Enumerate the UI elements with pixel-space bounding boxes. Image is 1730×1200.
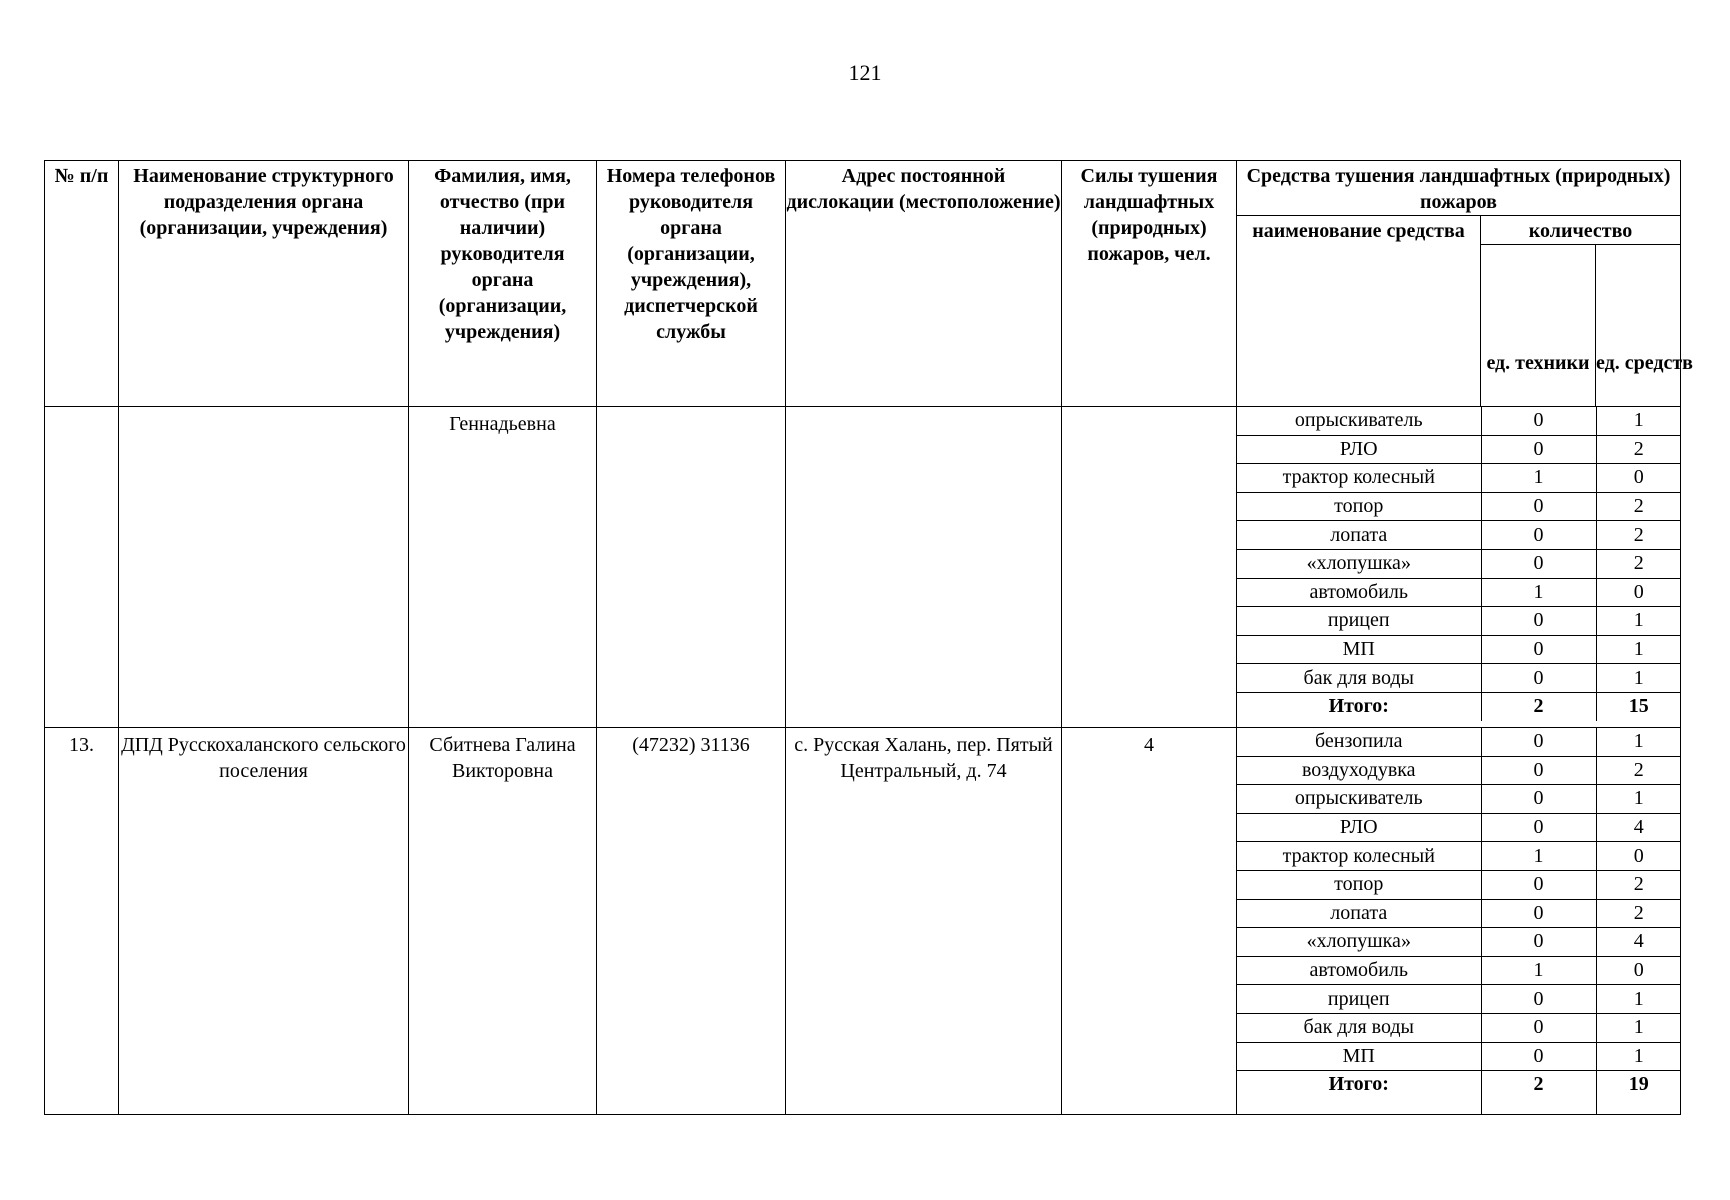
equipment-cell: [1237, 728, 1681, 1115]
equipment-list: [1237, 407, 1681, 721]
equipment-name: МП: [1237, 635, 1481, 664]
equipment-means: 2: [1596, 521, 1681, 550]
equipment-row: [1237, 521, 1681, 550]
equipment-tech: 0: [1481, 928, 1596, 957]
equipment-name: бензопила: [1237, 728, 1481, 756]
equipment-means: 2: [1596, 899, 1681, 928]
equipment-means: 1: [1596, 1013, 1681, 1042]
equipment-tech: 0: [1481, 870, 1596, 899]
row-address: [786, 407, 1062, 728]
row-num: [45, 407, 119, 728]
equipment-row: [1237, 985, 1681, 1014]
equipment-tech: 0: [1481, 635, 1596, 664]
equipment-means: 1: [1596, 664, 1681, 693]
equipment-name: лопата: [1237, 521, 1481, 550]
equipment-means: 4: [1596, 928, 1681, 957]
equipment-tech: 1: [1481, 956, 1596, 985]
equipment-tech: 0: [1481, 728, 1596, 756]
header-means-name: наименование средства: [1237, 216, 1481, 407]
total-tech: 2: [1481, 1071, 1596, 1099]
equipment-means: 1: [1596, 728, 1681, 756]
equipment-row: [1237, 928, 1681, 957]
equipment-name: МП: [1237, 1042, 1481, 1071]
row-forces: [1062, 407, 1237, 728]
equipment-row: [1237, 492, 1681, 521]
equipment-tech: 0: [1481, 1013, 1596, 1042]
equipment-name: опрыскиватель: [1237, 407, 1481, 435]
header-address: Адрес постоянной дислокации (местоположение): [786, 161, 1062, 407]
row-phone: [597, 407, 786, 728]
equipment-tech: 0: [1481, 521, 1596, 550]
equipment-tech: 1: [1481, 842, 1596, 871]
equipment-name: бак для воды: [1237, 664, 1481, 693]
equipment-name: топор: [1237, 870, 1481, 899]
row-phone: (47232) 31136: [597, 728, 786, 1115]
equipment-row: [1237, 956, 1681, 985]
row-num: 13.: [45, 728, 119, 1115]
equipment-tech: 0: [1481, 492, 1596, 521]
equipment-means: 0: [1596, 464, 1681, 493]
total-label: Итого:: [1237, 1071, 1481, 1099]
equipment-means: 0: [1596, 956, 1681, 985]
equipment-name: «хлопушка»: [1237, 928, 1481, 957]
equipment-filler: [1237, 1099, 1681, 1114]
equipment-tech: 0: [1481, 664, 1596, 693]
equipment-row: [1237, 578, 1681, 607]
page-number: 121: [848, 60, 882, 85]
equipment-name: лопата: [1237, 899, 1481, 928]
row-unit: [119, 407, 409, 728]
equipment-tech: 1: [1481, 464, 1596, 493]
equipment-row: [1237, 728, 1681, 756]
equipment-means: 0: [1596, 578, 1681, 607]
equipment-name: трактор колесный: [1237, 842, 1481, 871]
equipment-row: [1237, 464, 1681, 493]
equipment-row: [1237, 549, 1681, 578]
total-row: [1237, 1071, 1681, 1099]
equipment-name: РЛО: [1237, 435, 1481, 464]
equipment-means: 1: [1596, 635, 1681, 664]
equipment-tech: 0: [1481, 785, 1596, 814]
equipment-tech: 0: [1481, 407, 1596, 435]
equipment-row: [1237, 435, 1681, 464]
total-label: Итого:: [1237, 692, 1481, 720]
equipment-row: [1237, 899, 1681, 928]
equipment-means: 1: [1596, 407, 1681, 435]
equipment-tech: 0: [1481, 435, 1596, 464]
total-means: 19: [1628, 1073, 1649, 1096]
header-num: № п/п: [45, 161, 119, 407]
equipment-means: 2: [1596, 492, 1681, 521]
equipment-name: трактор колесный: [1237, 464, 1481, 493]
equipment-row: [1237, 756, 1681, 785]
equipment-tech: 0: [1481, 899, 1596, 928]
equipment-row: [1237, 1042, 1681, 1071]
equipment-means: 0: [1596, 842, 1681, 871]
fire-resources-table: [44, 160, 1693, 1115]
equipment-name: «хлопушка»: [1237, 549, 1481, 578]
equipment-row: [1237, 607, 1681, 636]
equipment-row: [1237, 842, 1681, 871]
equipment-row: [1237, 1013, 1681, 1042]
equipment-means: 1: [1596, 1042, 1681, 1071]
equipment-name: РЛО: [1237, 813, 1481, 842]
equipment-name: автомобиль: [1237, 578, 1481, 607]
total-tech: 2: [1481, 692, 1596, 720]
header-head: Фамилия, имя, отчество (при наличии) руководителя органа (организации, учреждения): [409, 161, 597, 407]
equipment-means: 1: [1596, 985, 1681, 1014]
equipment-tech: 0: [1481, 756, 1596, 785]
equipment-tech: 0: [1481, 813, 1596, 842]
equipment-row: [1237, 813, 1681, 842]
header-forces: Силы тушения ландшафтных (природных) пожаров, чел.: [1062, 161, 1237, 407]
total-means: 15: [1628, 695, 1649, 718]
equipment-tech: 0: [1481, 1042, 1596, 1071]
row-unit: ДПД Русскохаланского сельского поселения: [119, 728, 409, 1115]
row-forces: 4: [1062, 728, 1237, 1115]
equipment-means: 2: [1596, 549, 1681, 578]
equipment-means: 1: [1596, 785, 1681, 814]
equipment-name: опрыскиватель: [1237, 785, 1481, 814]
equipment-name: бак для воды: [1237, 1013, 1481, 1042]
equipment-name: прицеп: [1237, 985, 1481, 1014]
equipment-tech: 0: [1481, 985, 1596, 1014]
equipment-row: [1237, 407, 1681, 435]
equipment-name: воздуходувка: [1237, 756, 1481, 785]
header-quantity: количество: [1481, 216, 1681, 245]
table-row: [45, 407, 1681, 728]
equipment-row: [1237, 664, 1681, 693]
row-head: Сбитнева Галина Викторовна: [409, 728, 597, 1115]
header-phone: Номера телефонов руководителя органа (организации, учреждения), диспетчерской службы: [597, 161, 786, 407]
equipment-tech: 0: [1481, 607, 1596, 636]
equipment-means: 2: [1596, 435, 1681, 464]
total-row: [1237, 692, 1681, 720]
header-unit: Наименование структурного подразделения органа (организации, учреждения): [119, 161, 409, 407]
header-tech-units: ед. техники: [1481, 245, 1596, 407]
equipment-name: прицеп: [1237, 607, 1481, 636]
table-row: [45, 728, 1681, 1115]
equipment-tech: 0: [1481, 549, 1596, 578]
equipment-means: 4: [1596, 813, 1681, 842]
table-header: [45, 161, 1693, 407]
equipment-name: топор: [1237, 492, 1481, 521]
equipment-row: [1237, 870, 1681, 899]
equipment-tech: 1: [1481, 578, 1596, 607]
header-means: Средства тушения ландшафтных (природных) пожаров: [1237, 161, 1681, 216]
equipment-row: [1237, 785, 1681, 814]
equipment-list: [1237, 728, 1681, 1114]
equipment-row: [1237, 635, 1681, 664]
equipment-means: 1: [1596, 607, 1681, 636]
header-means-units: ед. средств: [1596, 245, 1681, 407]
equipment-cell: [1237, 407, 1681, 728]
equipment-means: 2: [1596, 756, 1681, 785]
row-head: Геннадьевна: [409, 407, 597, 728]
row-address: с. Русская Халань, пер. Пятый Центральный, д. 74: [786, 728, 1062, 1115]
equipment-means: 2: [1596, 870, 1681, 899]
equipment-name: автомобиль: [1237, 956, 1481, 985]
